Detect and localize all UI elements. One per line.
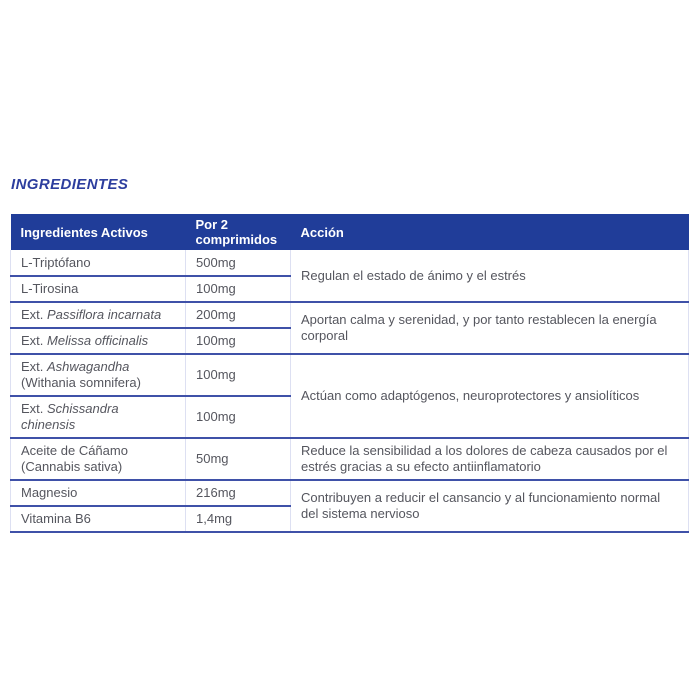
table-row xyxy=(11,480,689,506)
ingredient-name-cell xyxy=(11,480,186,506)
ingredient-name: Magnesio xyxy=(21,485,78,500)
ingredient-name: Ext. xyxy=(21,401,48,416)
amount-cell: 100mg xyxy=(186,276,291,302)
table-row xyxy=(11,302,689,328)
amount-cell: 100mg xyxy=(186,328,291,354)
ingredient-name: Aceite de Cáñamo (Cannabis sativa) xyxy=(21,443,128,474)
header-ingredientes-activos: Ingredientes Activos xyxy=(11,214,186,250)
amount-cell: 50mg xyxy=(186,438,291,480)
ingredient-latin-name: Melissa officinalis xyxy=(47,333,149,348)
ingredient-name: Ext. xyxy=(21,359,48,374)
page-title: INGREDIENTES xyxy=(11,176,129,193)
ingredient-name: Ext. xyxy=(21,333,48,348)
ingredient-latin-name: Schissandra chinensis xyxy=(21,401,119,432)
table-header-row xyxy=(11,214,689,250)
ingredient-name-cell xyxy=(11,396,186,438)
ingredients-table xyxy=(10,214,689,533)
ingredient-name: Vitamina B6 xyxy=(21,511,91,526)
amount-cell: 500mg xyxy=(186,250,291,276)
action-cell: Contribuyen a reducir el cansancio y al funcionamiento normal del sistema nervioso xyxy=(291,480,689,532)
ingredients-section xyxy=(10,176,688,533)
ingredient-latin-name: Ashwagandha xyxy=(47,359,130,374)
table-row xyxy=(11,438,689,480)
ingredient-name-cell xyxy=(11,328,186,354)
action-cell: Regulan el estado de ánimo y el estrés xyxy=(291,250,689,302)
action-cell: Reduce la sensibilidad a los dolores de cabeza causados por el estrés gracias a su efecto antiinflamatorio xyxy=(291,438,689,480)
ingredient-name: L-Triptófano xyxy=(21,254,91,270)
ingredient-name: L-Tirosina xyxy=(21,281,79,296)
ingredient-name-suffix: (Withania somnifera) xyxy=(21,375,141,390)
amount-cell: 1,4mg xyxy=(186,506,291,532)
ingredient-latin-name: Passiflora incarnata xyxy=(47,307,162,322)
amount-cell: 100mg xyxy=(186,396,291,438)
amount-cell: 100mg xyxy=(186,354,291,396)
amount-cell: 216mg xyxy=(186,480,291,506)
ingredient-name-cell xyxy=(11,506,186,532)
table-row xyxy=(11,354,689,396)
ingredient-name: Ext. xyxy=(21,307,48,322)
ingredient-name-cell xyxy=(11,438,186,480)
ingredient-name-cell xyxy=(11,302,186,328)
header-accion: Acción xyxy=(291,214,689,250)
action-cell: Aportan calma y serenidad, y por tanto restablecen la energía corporal xyxy=(291,302,689,354)
ingredient-name-cell xyxy=(11,276,186,302)
amount-cell: 200mg xyxy=(186,302,291,328)
table-row xyxy=(11,250,689,276)
header-por-2-comprimidos: Por 2 comprimidos xyxy=(186,214,291,250)
action-cell: Actúan como adaptógenos, neuroprotectores y ansiolíticos xyxy=(291,354,689,438)
ingredient-name-cell xyxy=(11,250,186,276)
ingredient-name-cell xyxy=(11,354,186,396)
